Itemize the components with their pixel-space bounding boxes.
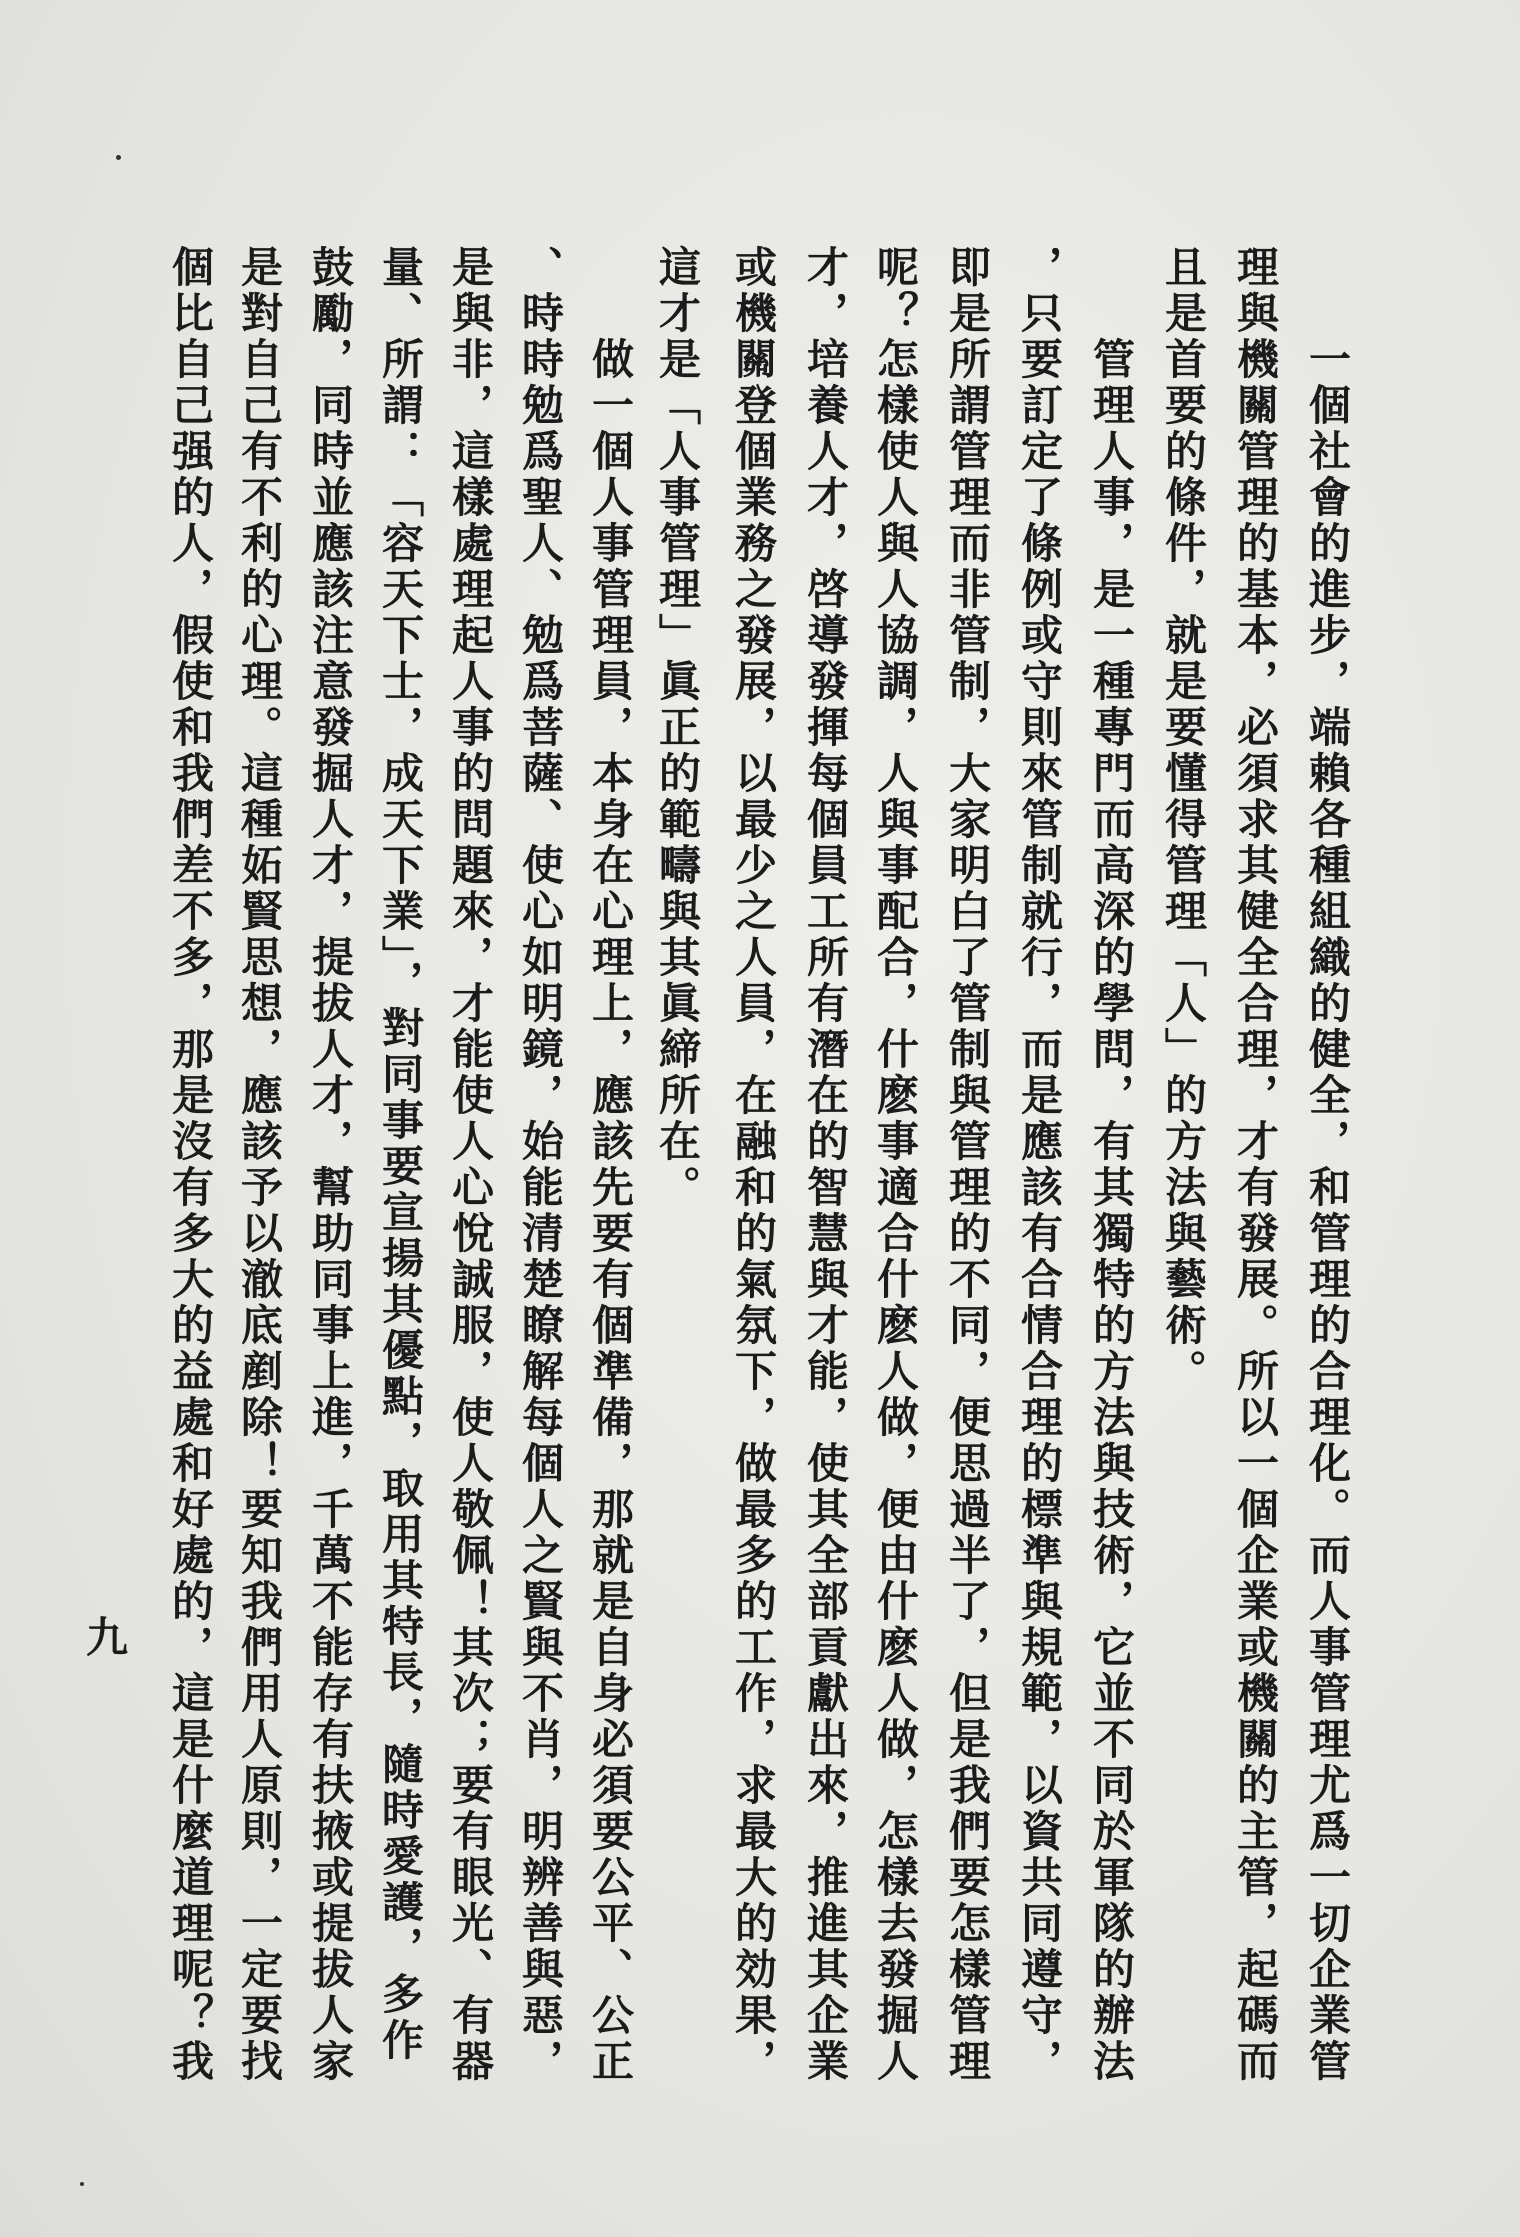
text-column-17: 個比自己强的人，假使和我們差不多，那是沒有多大的益處和好處的，這是什麼道理呢？我 <box>166 245 215 2085</box>
text-column-5: ，只要訂定了條例或守則來管制就行，而是應該有合情合理的標準與規範，以資共同遵守， <box>1015 245 1064 2085</box>
scan-speck <box>80 2182 84 2186</box>
text-column-3: 且是首要的條件，就是要懂得管理「人」的方法與藝術。 <box>1159 245 1208 1395</box>
text-column-8: 才，培養人才，啓導發揮每個員工所有潛在的智慧與才能，使其全部貢獻出來，推進其企業 <box>801 245 850 2085</box>
text-column-15: 鼓勵，同時並應該注意發掘人才，提拔人才，幫助同事上進，千萬不能存有扶掖或提拔人家 <box>306 245 355 2085</box>
text-column-11: 做一個人事管理員，本身在心理上，應該先要有個準備，那就是自身必須要公平、公正 <box>586 337 635 2085</box>
text-column-16: 是對自己有不利的心理。這種妬賢思想，應該予以澈底剷除！要知我們用人原則，一定要找 <box>235 245 284 2085</box>
text-column-2: 理與機關管理的基本，必須求其健全合理，才有發展。所以一個企業或機關的主管，起碼而 <box>1231 245 1280 2085</box>
text-column-1: 一個社會的進步，端賴各種組織的健全，和管理的合理化。而人事管理尤爲一切企業管 <box>1303 337 1352 2085</box>
text-column-9: 或機關登個業務之發展，以最少之人員，在融和的氣氛下，做最多的工作，求最大的効果， <box>729 245 778 2085</box>
page-number: 九 <box>86 1613 129 1662</box>
text-column-10: 這才是「人事管理」眞正的範疇與其眞締所在。 <box>653 245 702 1211</box>
text-column-12: 、時時勉爲聖人、勉爲菩薩、使心如明鏡，始能清楚瞭解每個人之賢與不肖，明辨善與惡， <box>516 245 565 2085</box>
scan-speck <box>116 155 121 160</box>
text-column-6: 即是所謂管理而非管制，大家明白了管制與管理的不同，便思過半了，但是我們要怎樣管理 <box>943 245 992 2085</box>
text-column-4: 管理人事，是一種專門而高深的學問，有其獨特的方法與技術，它並不同於軍隊的辦法 <box>1087 337 1136 2085</box>
text-column-13: 是與非，這樣處理起人事的問題來，才能使人心悅誠服，使人敬佩！其次；要有眼光、有器 <box>446 245 495 2085</box>
text-column-7: 呢？怎樣使人與人協調，人與事配合，什麽事適合什麽人做，便由什麽人做，怎樣去發掘人 <box>871 245 920 2085</box>
text-column-14: 量、所謂：「容天下士，成天下業」，對同事要宣揚其優點，取用其特長，隨時愛護，多作 <box>376 245 425 2064</box>
